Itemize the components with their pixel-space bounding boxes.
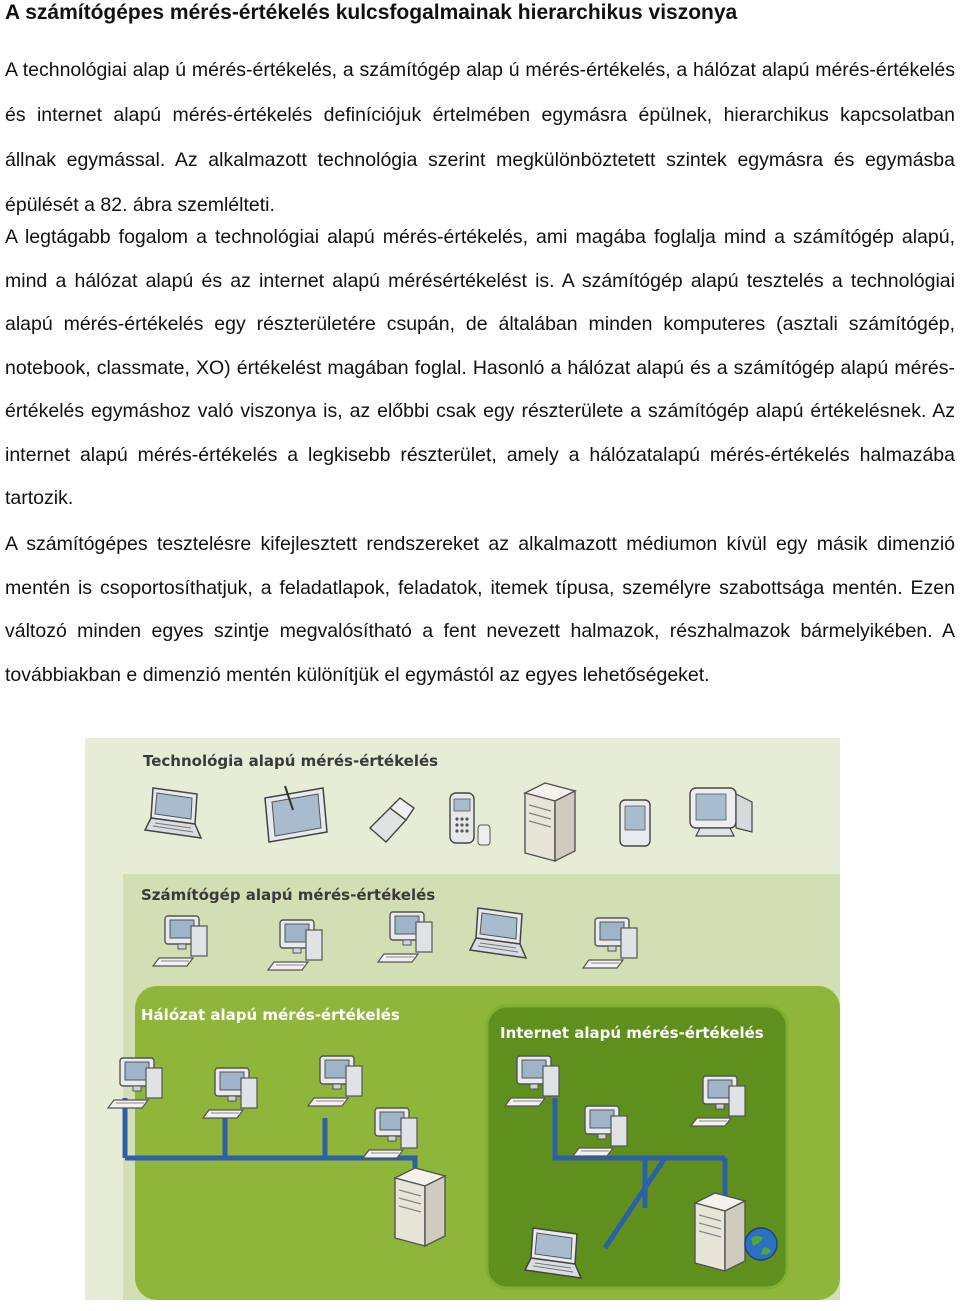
network-label: Hálózat alapú mérés-értékelés — [141, 1006, 400, 1024]
internet-label: Internet alapú mérés-értékelés — [500, 1024, 764, 1042]
paragraph-2: A legtágabb fogalom a technológiai alapú mérés-értékelés, ami magába foglalja mind a számítógép alapú, mind a hálózat alapú és az internet alapú mérésértékelést is. A számítógép alapú tesztelés a technológiai alapú mérés-értékelés egy részterületére csupán, de általában minden komputeres (asztali számítógép, notebook, classmate, XO) értékelést magában foglal. Hasonló a hálózat alapú és a számítógép alapú mérés-értékelés egymáshoz való viszonya is, az előbbi csak egy részterülete a számítógép alapú értékelésnek. Az internet alapú mérés-értékelés a legkisebb részterület, amely a hálózatalapú mérés-értékelés halmazába tartozik. — [5, 226, 955, 509]
hierarchy-figure — [85, 738, 840, 1300]
laptop-icon — [525, 1228, 581, 1278]
server-icon — [695, 1193, 745, 1271]
paragraph-3: A számítógépes tesztelésre kifejlesztett rendszereket az alkalmazott médiumon kívül egy másik dimenzió mentén is csoportosíthatjuk, a feladatlapok, feladatok, itemek típusa, személyre szabottsága mentén. Ezen változó minden egyes szintje megvalósítható a fent nevezett halmazok, részhalmazok bármelyikében. A továbbiakban e dimenzió mentén különítjük el egymástól az egyes lehetőségeket. — [5, 533, 955, 686]
laptop-icon — [145, 788, 201, 838]
laptop-icon — [470, 908, 526, 958]
paragraph-1: A technológiai alap ú mérés-értékelés, a számítógép alap ú mérés-értékelés, a hálózat alapú mérés-értékelés és internet alapú mérés-értékelés definíciójuk értelmében egymásra épülnek, hierarchikus kapcsolatban állnak egymással. Az alkalmazott technológia szerint megkülönböztetett szintek egymásra és egymásba épülését a 82. ábra szemlélteti. — [5, 59, 955, 216]
server-icon — [395, 1168, 445, 1246]
globe-icon — [745, 1228, 777, 1260]
section-heading: A számítógépes mérés-értékelés kulcsfogalmainak hierarchikus viszonya — [5, 1, 738, 24]
server-icon — [525, 783, 575, 861]
pda-icon — [620, 800, 650, 846]
computer-label: Számítógép alapú mérés-értékelés — [141, 886, 436, 904]
technology-label: Technológia alapú mérés-értékelés — [143, 752, 439, 770]
